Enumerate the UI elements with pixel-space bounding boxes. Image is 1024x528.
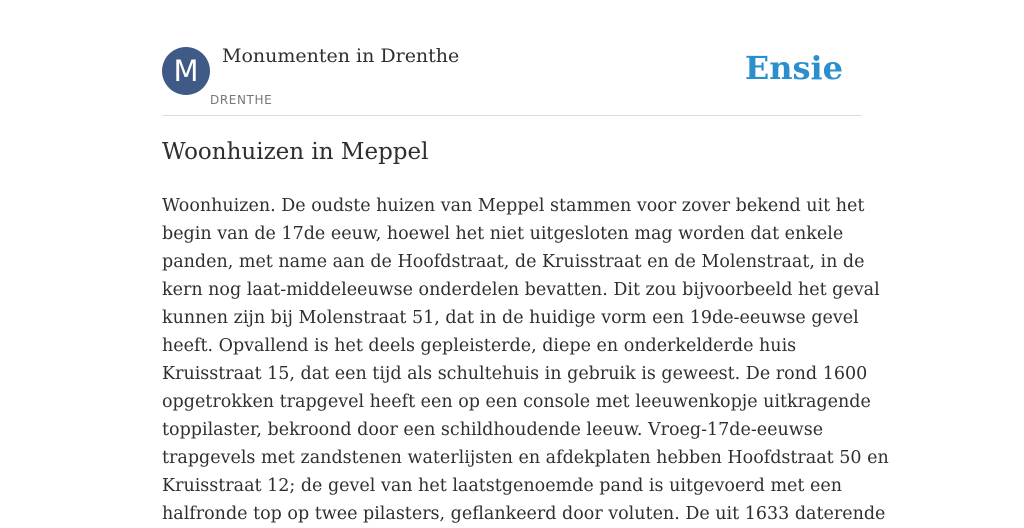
header-divider	[162, 115, 862, 116]
body-line: Woonhuizen. De oudste huizen van Meppel stammen voor zover bekend uit het	[162, 196, 865, 216]
body-line: Kruisstraat 12; de gevel van het laatstgenoemde pand is uitgevoerd met een	[162, 476, 842, 496]
body-line: heeft. Opvallend is het deels gepleisterde, diepe en onderkelderde huis	[162, 336, 797, 356]
body-line: begin van de 17de eeuw, hoewel het niet uitgesloten mag worden dat enkele	[162, 224, 844, 244]
article-body	[162, 192, 889, 528]
brand-logo[interactable]: Ensie	[744, 49, 843, 87]
book-title[interactable]: Monumenten in Drenthe	[222, 45, 460, 67]
article-title: Woonhuizen in Meppel	[162, 139, 429, 165]
body-line: kern nog laat-middeleeuwse onderdelen bevatten. Dit zou bijvoorbeeld het geval	[162, 280, 880, 300]
body-line: halfronde top op twee pilasters, geflankeerd door voluten. De uit 1633 daterende	[162, 504, 886, 524]
body-line: opgetrokken trapgevel heeft een op een console met leeuwenkopje uitkragende	[162, 392, 871, 412]
avatar[interactable]: M	[162, 47, 210, 95]
category-label[interactable]: DRENTHE	[210, 93, 273, 107]
body-line: trapgevels met zandstenen waterlijsten en afdekplaten hebben Hoofdstraat 50 en	[162, 448, 889, 468]
body-line: panden, met name aan de Hoofdstraat, de Kruisstraat en de Molenstraat, in de	[162, 252, 865, 272]
body-line: kunnen zijn bij Molenstraat 51, dat in de huidige vorm een 19de-eeuwse gevel	[162, 308, 859, 328]
body-line: Kruisstraat 15, dat een tijd als schultehuis in gebruik is geweest. De rond 1600	[162, 364, 868, 384]
body-line: toppilaster, bekroond door een schildhoudende leeuw. Vroeg-17de-eeuwse	[162, 420, 824, 440]
